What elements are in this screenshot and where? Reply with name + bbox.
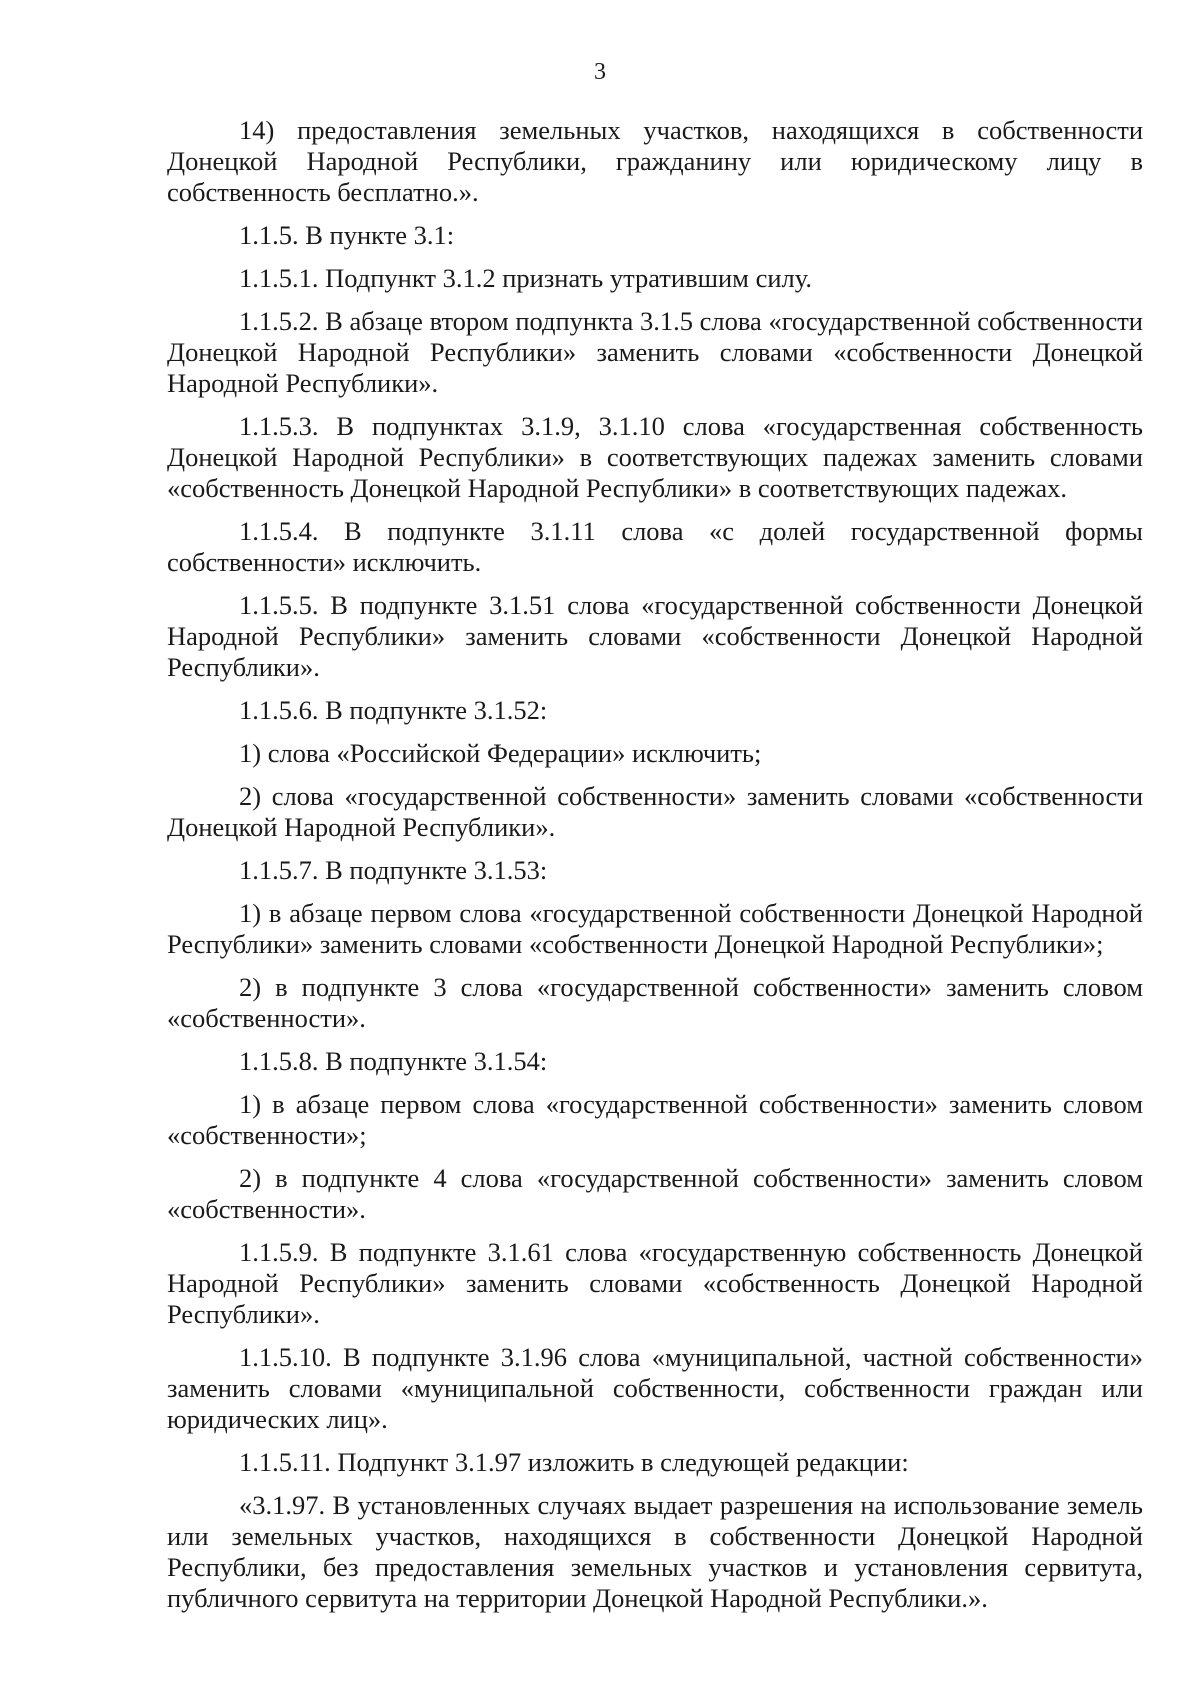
page-number: 3 [594, 59, 606, 85]
paragraph-1-1-5-8-item-1: 1) в абзаце первом слова «государственной собственности» заменить словом «собственности»; [167, 1089, 1143, 1150]
paragraph-1-1-5-6-item-2: 2) слова «государственной собственности» заменить словами «собственности Донецкой Народной Республики». [167, 781, 1143, 842]
paragraph-1-1-5-11: 1.1.5.11. Подпункт 3.1.97 изложить в следующей редакции: [239, 1447, 909, 1477]
paragraph-1-1-5-7-item-1: 1) в абзаце первом слова «государственной собственности Донецкой Народной Республики» заменить словами «собственности Донецкой Народной Республики»; [167, 898, 1143, 959]
paragraph-1-1-5-6: 1.1.5.6. В подпункте 3.1.52: [239, 695, 548, 725]
paragraph-1-1-5-7: 1.1.5.7. В подпункте 3.1.53: [239, 855, 548, 885]
paragraph-1-1-5-6-item-1: 1) слова «Российской Федерации» исключить; [239, 738, 762, 768]
paragraph-1-1-5-7-item-2: 2) в подпункте 3 слова «государственной собственности» заменить словом «собственности». [167, 972, 1143, 1033]
paragraph-1-1-5-1: 1.1.5.1. Подпункт 3.1.2 признать утратившим силу. [239, 263, 812, 293]
document-body [167, 115, 1143, 1626]
paragraph-1-1-5-4: 1.1.5.4. В подпункте 3.1.11 слова «с долей государственной формы собственности» исключить. [167, 516, 1143, 577]
paragraph-1-1-5-5: 1.1.5.5. В подпункте 3.1.51 слова «государственной собственности Донецкой Народной Республики» заменить словами «собственности Донецкой Народной Республики». [167, 590, 1143, 682]
paragraph-3-1-97-quote: «3.1.97. В установленных случаях выдает разрешения на использование земель или земельных участков, находящихся в собственности Донецкой Народной Республики, без предоставления земельных участков и установления сервитута, публичного сервитута на территории Донецкой Народной Республики.». [167, 1490, 1143, 1613]
paragraph-1-1-5-9: 1.1.5.9. В подпункте 3.1.61 слова «государственную собственность Донецкой Народной Республики» заменить словами «собственность Донецкой Народной Республики». [167, 1237, 1143, 1329]
paragraph-1-1-5-3: 1.1.5.3. В подпунктах 3.1.9, 3.1.10 слова «государственная собственность Донецкой Народной Республики» в соответствующих падежах заменить словами «собственность Донецкой Народной Республики» в соответствующих падежах. [167, 411, 1143, 503]
paragraph-1-1-5-10: 1.1.5.10. В подпункте 3.1.96 слова «муниципальной, частной собственности» заменить словами «муниципальной собственности, собственности граждан или юридических лиц». [167, 1342, 1143, 1434]
paragraph-item-14: 14) предоставления земельных участков, находящихся в собственности Донецкой Народной Республики, гражданину или юридическому лицу в собственность бесплатно.». [167, 115, 1143, 207]
paragraph-1-1-5-8: 1.1.5.8. В подпункте 3.1.54: [239, 1046, 548, 1076]
paragraph-1-1-5: 1.1.5. В пункте 3.1: [239, 220, 455, 250]
paragraph-1-1-5-8-item-2: 2) в подпункте 4 слова «государственной собственности» заменить словом «собственности». [167, 1163, 1143, 1224]
paragraph-1-1-5-2: 1.1.5.2. В абзаце втором подпункта 3.1.5 слова «государственной собственности Донецкой Народной Республики» заменить словами «собственности Донецкой Народной Республики». [167, 306, 1143, 398]
